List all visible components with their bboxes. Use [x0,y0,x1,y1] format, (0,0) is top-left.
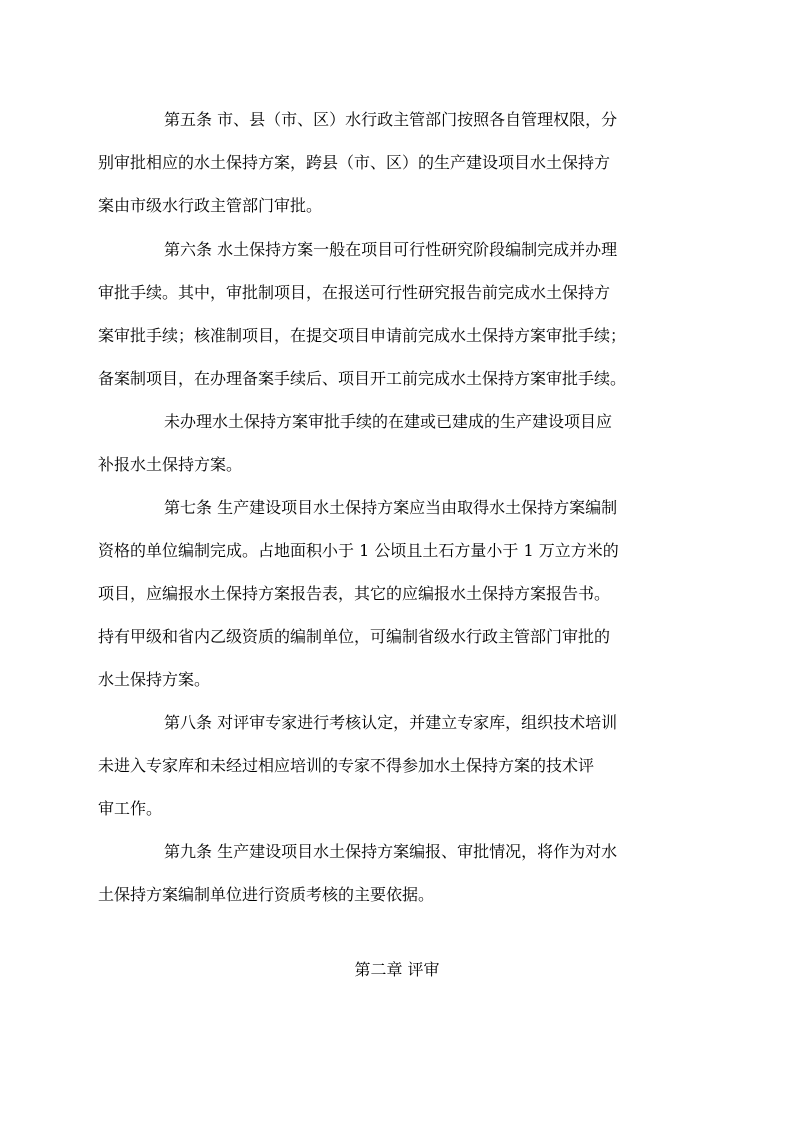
article-5-line-2: 别审批相应的水土保持方案，跨县（市、区）的生产建设项目水土保持方 [98,153,611,172]
article-6-line-2: 审批手续。其中，审批制项目，在报送可行性研究报告前完成水土保持方 [98,283,611,302]
article-9-line-2: 土保持方案编制单位进行资质考核的主要依据。 [98,885,435,904]
article-6-line-1: 第六条 水土保持方案一般在项目可行性研究阶段编制完成并办理 [164,240,618,259]
article-7-line-1: 第七条 生产建设项目水土保持方案应当由取得水土保持方案编制 [164,498,618,517]
article-7-line-4: 持有甲级和省内乙级资质的编制单位，可编制省级水行政主管部门审批的 [98,627,611,646]
article-7-line-3: 项目，应编报水土保持方案报告表，其它的应编报水土保持方案报告书。 [98,584,611,603]
article-5-line-1: 第五条 市、县（市、区）水行政主管部门按照各自管理权限，分 [164,110,618,129]
paragraph-unapproved-line-1: 未办理水土保持方案审批手续的在建或已建成的生产建设项目应 [164,412,613,431]
article-6-line-3: 案审批手续；核准制项目，在提交项目申请前完成水土保持方案审批手续； [98,326,627,345]
paragraph-unapproved-line-2: 补报水土保持方案。 [98,455,243,474]
article-9-line-1: 第九条 生产建设项目水土保持方案编报、审批情况，将作为对水 [164,842,618,861]
article-8-line-3: 审工作。 [98,799,163,818]
article-5-line-3: 案由市级水行政主管部门审批。 [98,196,323,215]
article-7-line-5: 水土保持方案。 [98,670,211,689]
article-7-line-2: 资格的单位编制完成。占地面积小于 1 公顷且土石方量小于 1 万立方米的 [98,541,619,560]
chapter-heading: 第二章 评审 [354,960,440,979]
article-8-line-2: 未进入专家库和未经过相应培训的专家不得参加水土保持方案的技术评 [98,756,595,775]
article-6-line-4: 备案制项目，在办理备案手续后、项目开工前完成水土保持方案审批手续。 [98,369,627,388]
article-8-line-1: 第八条 对评审专家进行考核认定，并建立专家库，组织技术培训 [164,713,618,732]
